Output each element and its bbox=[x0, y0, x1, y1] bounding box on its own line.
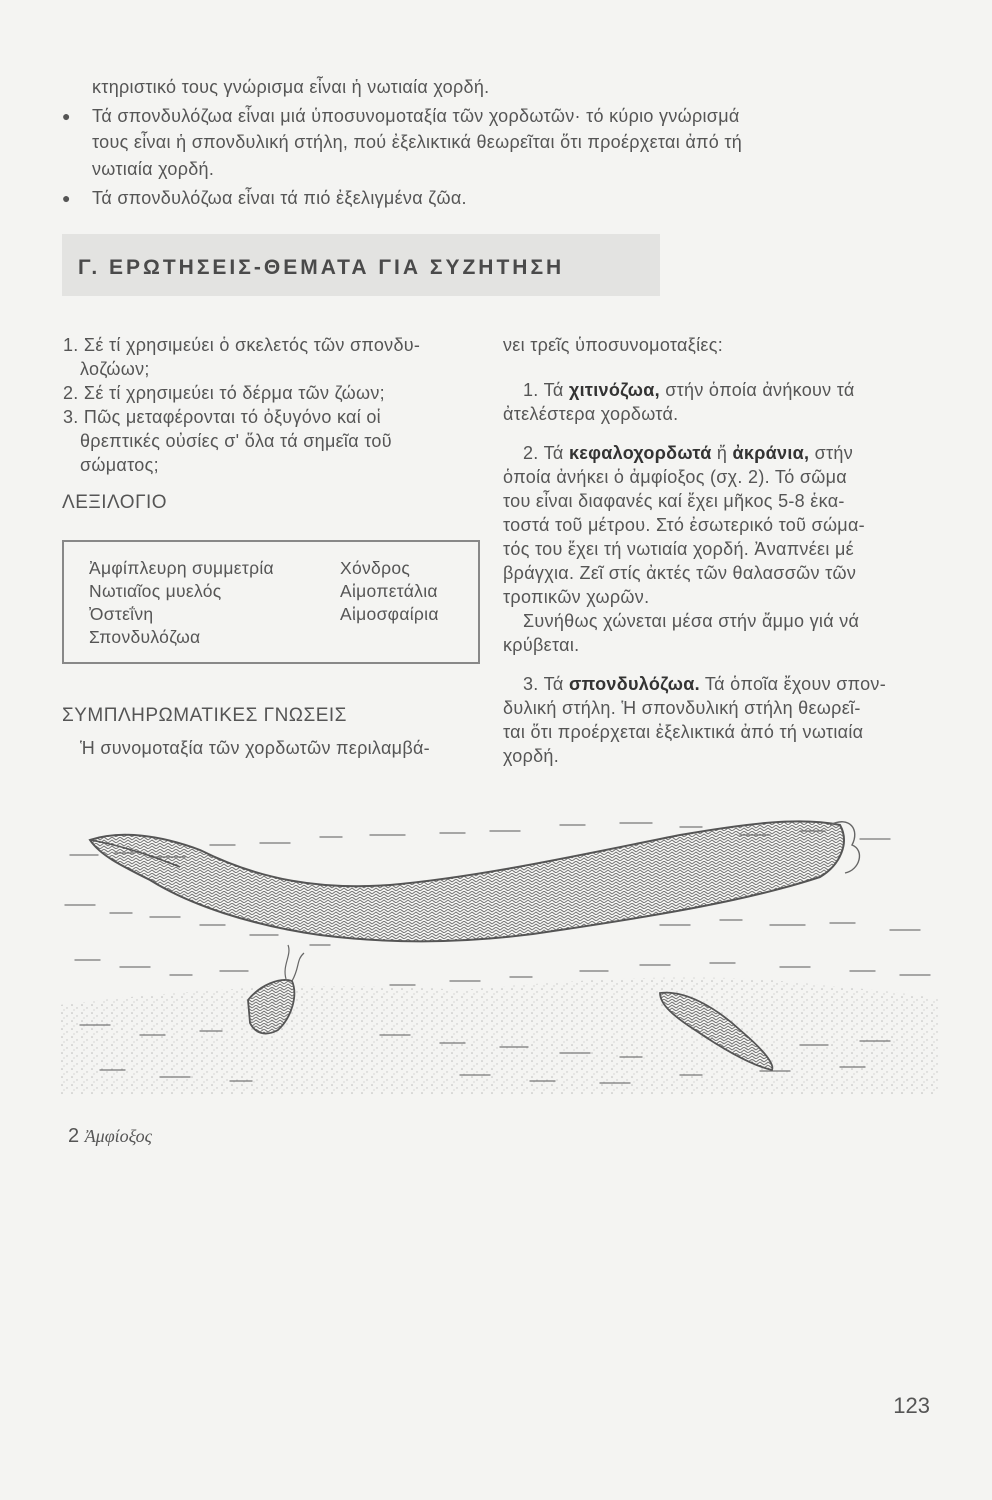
subphylum-2-line: βράγχια. Ζεῖ στίς ἀκτές τῶν θαλασσῶν τῶν bbox=[503, 563, 857, 583]
question-line-3: 2. Σέ τί χρησιμεύει τό δέρμα τῶν ζώων; bbox=[63, 383, 385, 403]
bullet-icon: ● bbox=[62, 108, 71, 124]
subphylum-1-term: χιτινόζωα, bbox=[568, 380, 660, 400]
intro-line-4: νωτιαία χορδή. bbox=[92, 159, 215, 179]
question-line-5: θρεπτικές οὐσίες σ' ὅλα τά σημεῖα τοῦ bbox=[80, 431, 392, 451]
question-line-1: 1. Σέ τί χρησιμεύει ὁ σκελετός τῶν σπονδυ- bbox=[63, 335, 421, 355]
vocab-term: Χόνδρος bbox=[340, 558, 411, 578]
vocab-term: Νωτιαῖος μυελός bbox=[89, 581, 222, 601]
subphylum-3-line: δυλική στήλη. Ἡ σπονδυλική στήλη θεωρεῖ- bbox=[503, 698, 861, 718]
subphylum-2-num: 2. Τά bbox=[523, 443, 564, 463]
question-line-4: 3. Πῶς μεταφέρονται τό ὀξυγόνο καί οἱ bbox=[63, 407, 381, 427]
subphylum-2-term-alt: ἀκράνια, bbox=[732, 443, 810, 463]
subphylum-1-line-2: ἀτελέστερα χορδωτά. bbox=[503, 404, 679, 424]
subphylum-2-line: ὁποία ἀνήκει ὁ ἀμφίοξος (σχ. 2). Τό σῶμα bbox=[503, 467, 847, 487]
amphioxus-illustration bbox=[60, 795, 940, 1095]
subphylum-3-num: 3. Τά bbox=[523, 674, 564, 694]
vocabulary-heading: ΛΕΞΙΛΟΓΙΟ bbox=[62, 492, 168, 513]
section-title: Γ. ΕΡΩΤΗΣΕΙΣ-ΘΕΜΑΤΑ ΓΙΑ ΣΥΖΗΤΗΣΗ bbox=[78, 256, 565, 279]
subphylum-2-rest: στήν bbox=[814, 443, 854, 463]
subphylum-1-num: 1. Τά bbox=[523, 380, 564, 400]
subphylum-3-rest: Τά ὁποῖα ἔχουν σπον- bbox=[704, 674, 886, 694]
vocab-term: Αἱμοπετάλια bbox=[340, 581, 438, 601]
subphylum-2-line: του εἶναι διαφανές καί ἔχει μῆκος 5-8 ἑκα- bbox=[503, 491, 845, 511]
subphylum-2-line: τός του ἔχει τή νωτιαία χορδή. Ἀναπνέει μέ bbox=[503, 539, 854, 559]
supplementary-line: Ἡ συνομοταξία τῶν χορδωτῶν περιλαμβά- bbox=[80, 738, 430, 758]
intro-line-5-text: Τά σπονδυλόζωα εἶναι τά πιό ἐξελιγμένα ζῶα. bbox=[92, 188, 467, 208]
page-number: 123 bbox=[893, 1393, 930, 1418]
subphylum-2-line: τροπικῶν χωρῶν. bbox=[503, 587, 650, 607]
subphylum-2-mid: ἤ bbox=[716, 443, 728, 463]
subphylum-2 bbox=[523, 441, 853, 465]
intro-line-2-text: Τά σπονδυλόζωα εἶναι μιά ὑποσυνομοταξία τῶν χορδωτῶν· τό κύριο γνώρισμά bbox=[92, 106, 740, 126]
right-line-intro: νει τρεῖς ὑποσυνομοταξίες: bbox=[503, 335, 724, 355]
question-line-6: σώματος; bbox=[80, 455, 159, 475]
subphylum-2-line: Συνήθως χώνεται μέσα στήν ἄμμο γιά νά bbox=[523, 611, 860, 631]
subphylum-1 bbox=[523, 378, 855, 402]
bullet-icon: ● bbox=[62, 190, 71, 206]
figure-caption-text: Ἀμφίοξος bbox=[84, 1126, 152, 1146]
intro-line-1: κτηριστικό τους γνώρισμα εἶναι ἡ νωτιαία χορδή. bbox=[92, 77, 490, 97]
subphylum-3 bbox=[523, 672, 886, 696]
subphylum-2-line: κρύβεται. bbox=[503, 635, 580, 655]
intro-line-5 bbox=[62, 186, 467, 210]
supplementary-heading: ΣΥΜΠΛΗΡΩΜΑΤΙΚΕΣ ΓΝΩΣΕΙΣ bbox=[62, 705, 347, 726]
figure-caption bbox=[68, 1125, 152, 1148]
subphylum-3-term: σπονδυλόζωα. bbox=[568, 674, 700, 694]
vocab-term: Αἱμοσφαίρια bbox=[340, 604, 439, 624]
intro-line-3: τους εἶναι ἡ σπονδυλική στήλη, πού ἐξελικτικά θεωρεῖται ὅτι προέρχεται ἀπό τή bbox=[92, 132, 743, 152]
vocab-term: Ἀμφίπλευρη συμμετρία bbox=[89, 558, 274, 578]
question-line-2: λοζώων; bbox=[80, 359, 150, 379]
subphylum-3-line: ται ὅτι προέρχεται ἐξελικτικά ἀπό τή νωτιαία bbox=[503, 722, 864, 742]
figure-number: 2 bbox=[68, 1125, 80, 1147]
subphylum-3-line: χορδή. bbox=[503, 746, 560, 766]
subphylum-2-line: τοστά τοῦ μέτρου. Στό ἐσωτερικό τοῦ σώμα- bbox=[503, 515, 865, 535]
intro-line-2 bbox=[62, 104, 740, 128]
vocab-term: Σπονδυλόζωα bbox=[89, 627, 201, 647]
subphylum-2-term: κεφαλοχορδωτά bbox=[568, 443, 712, 463]
subphylum-1-rest: στήν ὁποία ἀνήκουν τά bbox=[665, 380, 855, 400]
vocab-term: Ὀστεΐνη bbox=[89, 604, 154, 624]
